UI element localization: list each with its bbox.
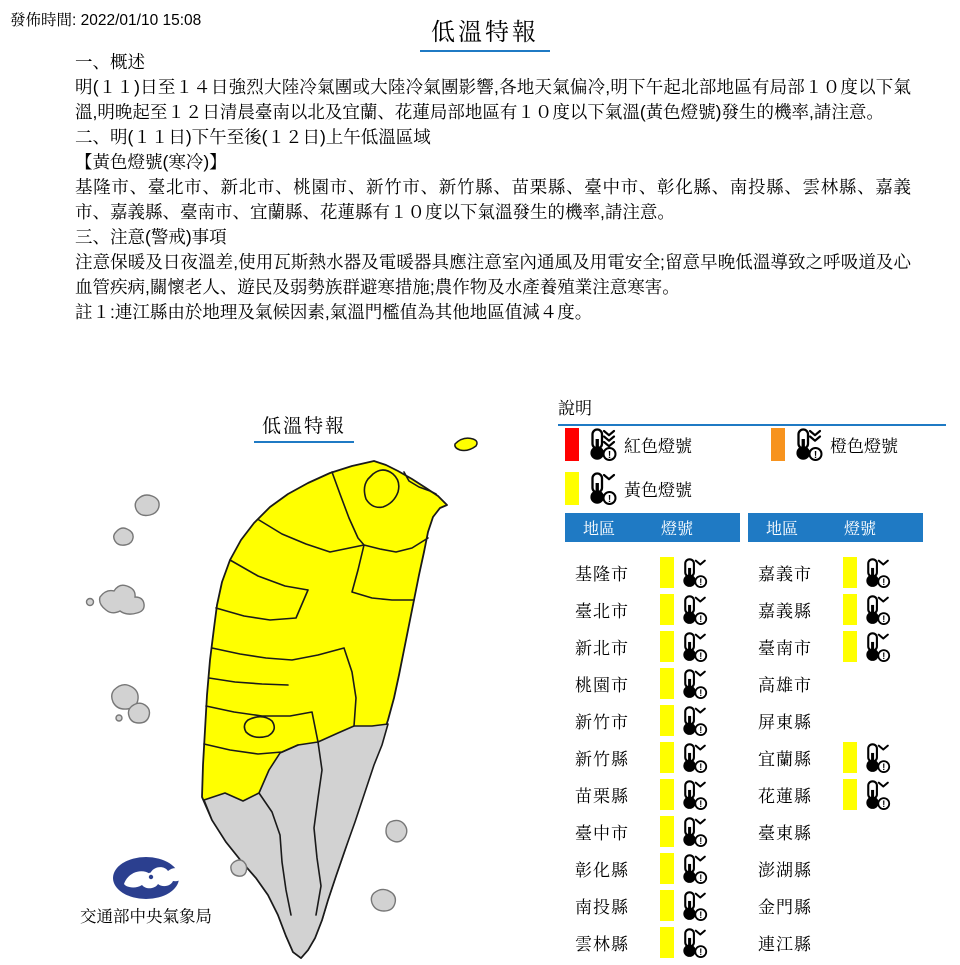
agency-name: 交通部中央氣象局 xyxy=(80,908,212,926)
svg-text:!: ! xyxy=(882,614,886,625)
table-row xyxy=(565,739,740,776)
legend-label: 紅色燈號 xyxy=(624,436,692,456)
thermometer-icon xyxy=(678,779,708,810)
orange-swatch xyxy=(771,428,785,461)
column-header-region: 地區 xyxy=(766,521,799,538)
thermometer-icon xyxy=(861,557,891,588)
publish-time: 發佈時間: 2022/01/10 15:08 xyxy=(10,12,202,29)
table-row xyxy=(565,924,740,961)
table-row xyxy=(748,628,923,665)
section-heading: 二、明(１１日)下午至後(１２日)上午低溫區域 xyxy=(75,127,431,147)
section-heading: 三、注意(警戒)事項 xyxy=(75,227,227,247)
table-row xyxy=(565,887,740,924)
column-header-signal: 燈號 xyxy=(661,521,694,538)
legend-title: 說明 xyxy=(558,394,946,426)
region-name: 桃園市 xyxy=(575,676,629,695)
thermometer-icon xyxy=(861,631,891,662)
signal-cell xyxy=(660,890,708,921)
region-name: 新北市 xyxy=(575,639,629,658)
signal-cell xyxy=(843,742,891,773)
legend-label: 橙色燈號 xyxy=(830,436,898,456)
svg-text:!: ! xyxy=(607,449,612,461)
signal-cell xyxy=(660,631,708,662)
table-row xyxy=(748,702,923,739)
svg-text:!: ! xyxy=(607,493,612,505)
section-paragraph: 【黃色燈號(寒冷)】 xyxy=(75,152,227,172)
region-name: 新竹市 xyxy=(575,713,629,732)
region-name: 屏東縣 xyxy=(758,713,812,732)
region-name: 花蓮縣 xyxy=(758,787,812,806)
thermometer-icon xyxy=(790,427,824,461)
svg-text:!: ! xyxy=(813,449,818,461)
thermometer-icon xyxy=(678,742,708,773)
region-table-right xyxy=(748,513,923,961)
thermometer-icon xyxy=(678,705,708,736)
turtle-island xyxy=(455,438,477,450)
region-name: 彰化縣 xyxy=(575,861,629,880)
section-paragraph: 基隆市、臺北市、新北市、桃園市、新竹市、新竹縣、苗栗縣、臺中市、彰化縣、南投縣、雲林縣、嘉義市、嘉義縣、臺南市、宜蘭縣、花蓮縣有１０度以下氣溫發生的機率,請注意。 xyxy=(75,177,911,222)
thermometer-icon xyxy=(678,853,708,884)
legend-item-red xyxy=(565,427,692,461)
thermometer-icon xyxy=(678,890,708,921)
yellow-swatch xyxy=(660,927,674,958)
svg-text:!: ! xyxy=(882,762,886,773)
table-row xyxy=(748,887,923,924)
yellow-swatch xyxy=(660,631,674,662)
thermometer-icon xyxy=(678,594,708,625)
region-name: 臺中市 xyxy=(575,824,629,843)
region-name: 苗栗縣 xyxy=(575,787,629,806)
yellow-swatch xyxy=(660,816,674,847)
signal-cell xyxy=(843,594,891,625)
svg-text:!: ! xyxy=(699,651,703,662)
signal-cell xyxy=(843,557,891,588)
signal-cell xyxy=(660,557,708,588)
map-title: 低溫特報 xyxy=(254,411,354,443)
legend-item-yellow xyxy=(565,471,692,505)
signal-cell xyxy=(660,668,708,699)
region-name: 澎湖縣 xyxy=(758,861,812,880)
svg-text:!: ! xyxy=(699,614,703,625)
region-name: 臺北市 xyxy=(575,602,629,621)
region-name: 南投縣 xyxy=(575,898,629,917)
legend-item-orange xyxy=(771,427,898,461)
table-row xyxy=(748,591,923,628)
svg-text:!: ! xyxy=(699,799,703,810)
thermometer-icon xyxy=(861,779,891,810)
table-row xyxy=(565,776,740,813)
svg-text:!: ! xyxy=(882,577,886,588)
svg-text:!: ! xyxy=(699,688,703,699)
cwb-logo xyxy=(113,857,183,899)
table-row xyxy=(565,702,740,739)
section-paragraph: 注意保暖及日夜溫差,使用瓦斯熱水器及電暖器具應注意室內通風及用電安全;留意早晚低溫導致之呼吸道及心血管疾病,關懷老人、遊民及弱勢族群避寒措施;農作物及水產養殖業注意寒害。 xyxy=(75,252,911,297)
region-name: 宜蘭縣 xyxy=(758,750,812,769)
svg-text:!: ! xyxy=(699,947,703,958)
thermometer-icon xyxy=(678,557,708,588)
region-name: 基隆市 xyxy=(575,565,629,584)
thermometer-icon xyxy=(584,471,618,505)
column-header-signal: 燈號 xyxy=(844,521,877,538)
yellow-swatch xyxy=(843,631,857,662)
signal-cell xyxy=(843,779,891,810)
yellow-swatch xyxy=(660,668,674,699)
thermometer-icon xyxy=(678,816,708,847)
svg-text:!: ! xyxy=(699,836,703,847)
region-table-left xyxy=(565,513,740,961)
thermometer-icon xyxy=(678,927,708,958)
section-paragraph: 註１:連江縣由於地理及氣候因素,氣溫門檻值為其他地區值減４度。 xyxy=(75,302,593,322)
column-header-region: 地區 xyxy=(583,521,616,538)
section-paragraph: 明(１１)日至１４日強烈大陸冷氣團或大陸冷氣團影響,各地天氣偏冷,明下午起北部地區有局部１０度以下氣溫,明晚起至１２日清晨臺南以北及宜蘭、花蓮局部地區有１０度以下氣溫(黃色燈號)發生的機率,請注意。 xyxy=(75,77,911,122)
signal-cell xyxy=(660,594,708,625)
signal-cell xyxy=(660,705,708,736)
yellow-swatch xyxy=(660,779,674,810)
yellow-swatch xyxy=(660,742,674,773)
svg-text:!: ! xyxy=(882,651,886,662)
region-name: 臺南市 xyxy=(758,639,812,658)
yellow-swatch xyxy=(843,594,857,625)
table-row xyxy=(748,776,923,813)
region-name: 連江縣 xyxy=(758,935,812,954)
region-name: 新竹縣 xyxy=(575,750,629,769)
thermometer-icon xyxy=(678,668,708,699)
yellow-swatch xyxy=(843,779,857,810)
table-row xyxy=(748,813,923,850)
region-name: 嘉義縣 xyxy=(758,602,812,621)
table-row xyxy=(748,850,923,887)
signal-cell xyxy=(843,631,891,662)
table-row xyxy=(565,628,740,665)
yellow-swatch xyxy=(660,705,674,736)
legend-label: 黃色燈號 xyxy=(624,480,692,500)
region-name: 金門縣 xyxy=(758,898,812,917)
table-row xyxy=(565,591,740,628)
table-header xyxy=(748,513,923,542)
yellow-swatch xyxy=(660,853,674,884)
thermometer-icon xyxy=(584,427,618,461)
thermometer-icon xyxy=(678,631,708,662)
region-name: 嘉義市 xyxy=(758,565,812,584)
yellow-swatch xyxy=(843,557,857,588)
section-heading: 一、概述 xyxy=(75,52,145,72)
region-name: 臺東縣 xyxy=(758,824,812,843)
svg-text:!: ! xyxy=(699,577,703,588)
signal-cell xyxy=(660,779,708,810)
yellow-swatch xyxy=(660,890,674,921)
report-body xyxy=(75,50,911,325)
table-header xyxy=(565,513,740,542)
red-swatch xyxy=(565,428,579,461)
svg-text:!: ! xyxy=(699,725,703,736)
yellow-swatch xyxy=(843,742,857,773)
page-title: 低溫特報 xyxy=(420,12,550,52)
svg-text:!: ! xyxy=(699,873,703,884)
taiwan-alert-map xyxy=(0,390,560,960)
yellow-swatch xyxy=(660,594,674,625)
table-row xyxy=(565,813,740,850)
yellow-swatch xyxy=(660,557,674,588)
signal-cell xyxy=(660,927,708,958)
region-name: 高雄市 xyxy=(758,676,812,695)
table-row xyxy=(748,924,923,961)
table-row xyxy=(565,665,740,702)
table-row xyxy=(748,665,923,702)
yellow-swatch xyxy=(565,472,579,505)
signal-cell xyxy=(660,853,708,884)
svg-text:!: ! xyxy=(699,762,703,773)
signal-cell xyxy=(660,816,708,847)
table-row xyxy=(565,554,740,591)
region-name: 雲林縣 xyxy=(575,935,629,954)
thermometer-icon xyxy=(861,594,891,625)
table-row xyxy=(748,554,923,591)
thermometer-icon xyxy=(861,742,891,773)
svg-text:!: ! xyxy=(882,799,886,810)
svg-text:!: ! xyxy=(699,910,703,921)
table-row xyxy=(748,739,923,776)
signal-cell xyxy=(660,742,708,773)
table-row xyxy=(565,850,740,887)
